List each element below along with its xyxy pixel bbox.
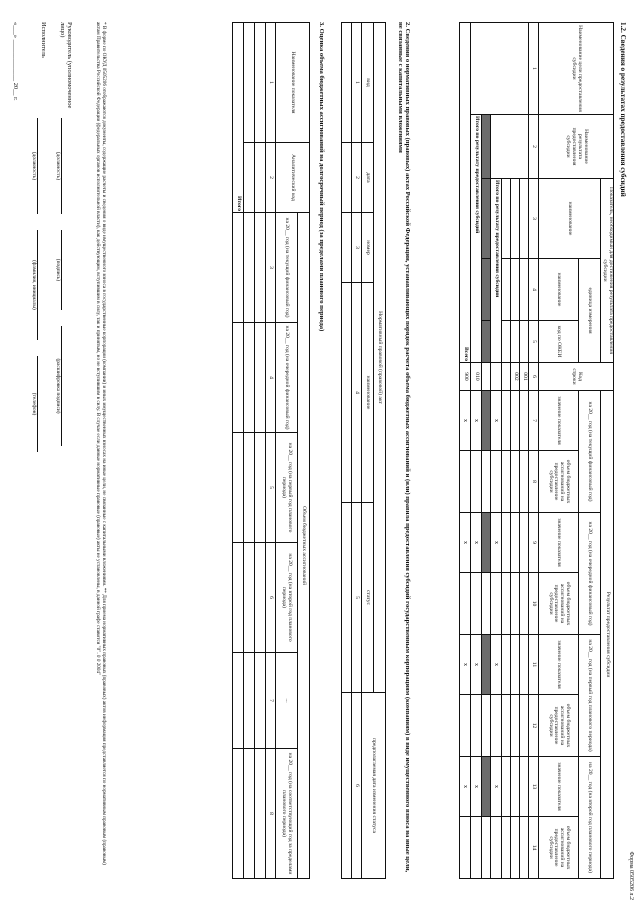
col-num: 14 — [529, 817, 539, 879]
cell[interactable] — [520, 391, 529, 451]
th-period-3: на 20__ год (на первый год планового периода) — [276, 433, 298, 543]
col-num: 6 — [266, 543, 276, 653]
cell[interactable] — [502, 513, 511, 573]
executor-position-line[interactable] — [37, 118, 38, 214]
executor-position-caption: (должность) — [31, 151, 37, 181]
th-budget-3: объем бюджетных ассигнований на предоставление субсидии — [539, 695, 579, 757]
cell[interactable] — [520, 321, 529, 363]
shaded-cell — [482, 391, 491, 451]
th-unit-okei: код по ОКЕИ — [539, 321, 579, 363]
cell[interactable] — [511, 817, 520, 879]
total-label: Итого — [233, 23, 244, 213]
long-term-estimate-table — [232, 22, 310, 879]
cell[interactable] — [511, 451, 520, 513]
total-row — [233, 23, 244, 879]
col-num: 4 — [529, 259, 539, 321]
th-status: статус — [362, 503, 374, 693]
col-num: 7 — [529, 391, 539, 451]
head-decoding-caption: (расшифровка подписи) — [55, 358, 61, 414]
date-line[interactable]: «___» _____________ 20__ г. — [12, 22, 19, 101]
cell[interactable] — [244, 653, 255, 749]
cell[interactable] — [520, 635, 529, 695]
cell[interactable] — [342, 143, 352, 213]
th-budget-1: объем бюджетных ассигнований на предоставление субсидии — [539, 451, 579, 513]
x-mark: x — [491, 391, 502, 451]
cell[interactable] — [342, 283, 352, 503]
col-num: 8 — [529, 451, 539, 513]
th-period-4: на 20__ год (на второй год планового периода) — [276, 543, 298, 653]
cell[interactable] — [244, 749, 255, 879]
x-mark: x — [491, 757, 502, 817]
cell[interactable] — [482, 695, 491, 757]
th-period-1: на 20__ год (на текущий финансовый год) — [276, 213, 298, 323]
cell[interactable] — [502, 179, 511, 259]
cell[interactable] — [255, 323, 266, 433]
th-indicator-group: Показатель, необходимый для достижения результата предоставления субсидии — [601, 179, 614, 363]
th-budget-group: Объем бюджетных ассигнований — [298, 213, 310, 879]
cell[interactable] — [520, 757, 529, 817]
th-period-2: на 20__ год (на очередной финансовый год) — [276, 323, 298, 433]
cell[interactable] — [502, 451, 511, 513]
shaded-cell — [482, 757, 491, 817]
th-kind: вид — [362, 23, 374, 143]
row-code: 001 — [520, 363, 529, 391]
cell[interactable] — [502, 635, 511, 695]
col-num: 7 — [266, 653, 276, 749]
th-value-3: значение показателя — [539, 635, 579, 695]
th-unit-name: наименование — [539, 259, 579, 321]
col-num: 12 — [529, 695, 539, 757]
x-mark: x — [471, 513, 482, 573]
cell[interactable] — [491, 817, 502, 879]
th-period-4: на 20__ год (на второй год планового периода) — [579, 757, 601, 879]
cell[interactable] — [520, 259, 529, 321]
cell — [482, 363, 491, 391]
x-mark: x — [471, 391, 482, 451]
cell[interactable] — [233, 653, 244, 749]
th-date: дата — [362, 143, 374, 213]
section-1-2-title: 1.2. Сведения о результатах предоставления субсидий — [619, 22, 627, 197]
result-cell[interactable] — [491, 115, 529, 179]
x-mark: x — [471, 757, 482, 817]
shaded-cell — [482, 115, 491, 179]
form-code: Форма 0505206 л.2 — [628, 851, 634, 900]
cell[interactable] — [502, 817, 511, 879]
cell[interactable] — [511, 179, 520, 259]
col-num: 1 — [529, 23, 539, 115]
x-mark: x — [471, 635, 482, 695]
goal-total-row — [471, 23, 482, 879]
cell[interactable] — [471, 451, 482, 513]
table-row — [482, 23, 491, 879]
executor-phone-line[interactable] — [37, 356, 38, 452]
goal-cell[interactable] — [471, 23, 529, 115]
footnotes: * В форме по ОКУД 0505206 отображаются документы, содержащие расчеты и сведения о виде имущественного взноса в государственные корпорации (компании) и иных имущественных взносах на иные цели, не связанные с капитальными вложениями. ** Для приема нормативных правовых (правовых) актов информация представляется по нормативным правовым (правовым) актам Правительства Российской Федерации (федеральных органов исполнительной власти), как действующим, вступившим в силу, так и принятым, но не вступившим в силу. В случае если данные нормативные правовые (правовые) акты не установлены, в данной графе ставится "0". 0 0 2004" — [95, 22, 107, 865]
th-budget-4: объем бюджетных ассигнований на предоставление субсидии — [539, 817, 579, 879]
section-3-title: 3. Оценка объема бюджетных ассигнований на долгосрочный период (за пределами планового периода) — [318, 22, 325, 332]
col-num: 1 — [352, 23, 362, 143]
x-mark: x — [460, 757, 471, 817]
cell[interactable] — [460, 573, 471, 635]
executor-name-caption: (фамилия, инициалы) — [31, 260, 37, 310]
th-change-date: предполагаемая дата изменения статуса — [362, 693, 386, 879]
cell[interactable] — [520, 451, 529, 513]
section-2-title: 2. Сведения о нормативных правовых (правовых) актах Российской Федерации, устанавливающих порядок расчета объема бюджетных ассигнований и (или) правила предоставления субсидий государственным корпорациям (компаниям) в виде имущественного взноса на иные цели, не связанные с капитальными вложениями — [397, 22, 411, 873]
x-mark: x — [460, 513, 471, 573]
col-num: 2 — [529, 115, 539, 179]
shaded-cell — [482, 259, 491, 321]
th-act-group: Нормативный правовой (правовой) акт — [374, 23, 386, 693]
col-num: 1 — [266, 23, 276, 143]
col-num: 5 — [529, 321, 539, 363]
cell[interactable] — [233, 543, 244, 653]
th-goal-name: Наименование цели предоставления субсидии — [539, 23, 614, 115]
cell[interactable] — [511, 695, 520, 757]
th-number: номер — [362, 213, 374, 283]
cell[interactable] — [255, 653, 266, 749]
result-total-label: Итого по результату предоставления субсидии — [491, 179, 502, 363]
th-unit-group: единица измерения — [579, 259, 601, 363]
cell — [491, 363, 502, 391]
cell[interactable] — [520, 817, 529, 879]
cell[interactable] — [342, 213, 352, 283]
th-period-ellipsis: ... — [276, 653, 298, 749]
x-mark: x — [491, 513, 502, 573]
cell[interactable] — [255, 23, 266, 143]
cell[interactable] — [511, 259, 520, 321]
x-mark: x — [491, 635, 502, 695]
th-value-1: значение показателя — [539, 391, 579, 451]
grand-total-row — [460, 23, 471, 879]
cell[interactable] — [244, 23, 255, 143]
cell[interactable] — [255, 213, 266, 323]
cell[interactable] — [502, 695, 511, 757]
table-row — [520, 23, 529, 879]
cell[interactable] — [520, 513, 529, 573]
cell[interactable] — [471, 817, 482, 879]
cell[interactable] — [342, 23, 352, 143]
cell[interactable] — [255, 433, 266, 543]
x-mark: x — [460, 391, 471, 451]
cell[interactable] — [471, 695, 482, 757]
head-signature-line[interactable] — [61, 230, 62, 310]
cell[interactable] — [342, 503, 352, 693]
cell[interactable] — [491, 451, 502, 513]
th-period-beyond: на 20__ год (на соответствующий год за пределами планового периода) — [276, 749, 298, 879]
col-num: 11 — [529, 635, 539, 695]
executor-label: Исполнитель — [40, 22, 47, 58]
col-num: 6 — [352, 693, 362, 879]
cell[interactable] — [502, 391, 511, 451]
th-budget-2: объем бюджетных ассигнований на предоставление субсидии — [539, 573, 579, 635]
cell[interactable] — [491, 695, 502, 757]
cell[interactable] — [244, 143, 255, 213]
cell[interactable] — [342, 693, 352, 879]
cell[interactable] — [233, 433, 244, 543]
shaded-cell — [482, 321, 491, 363]
th-value-4: значение показателя — [539, 757, 579, 817]
cell[interactable] — [520, 573, 529, 635]
col-num: 6 — [529, 363, 539, 391]
cell[interactable] — [511, 573, 520, 635]
cell[interactable] — [511, 635, 520, 695]
table-row — [342, 23, 352, 879]
x-mark: x — [460, 635, 471, 695]
table-row — [255, 23, 266, 879]
cell[interactable] — [511, 513, 520, 573]
cell[interactable] — [520, 179, 529, 259]
col-num: 4 — [352, 283, 362, 503]
col-num: 3 — [529, 179, 539, 259]
executor-phone-caption: (телефон) — [31, 392, 37, 416]
grand-total-label: Всего — [460, 23, 471, 363]
head-position-caption: (должность) — [55, 151, 61, 181]
table-row — [244, 23, 255, 879]
col-num: 13 — [529, 757, 539, 817]
col-num: 4 — [266, 323, 276, 433]
cell[interactable] — [471, 573, 482, 635]
goal-total-code: 010 — [471, 363, 482, 391]
cell[interactable] — [502, 573, 511, 635]
col-num: 3 — [266, 213, 276, 323]
shaded-cell — [482, 635, 491, 695]
col-num: 2 — [352, 143, 362, 213]
cell[interactable] — [511, 391, 520, 451]
cell[interactable] — [460, 451, 471, 513]
th-indicator-name: Наименование показателя — [276, 23, 310, 143]
cell[interactable] — [491, 573, 502, 635]
col-num: 10 — [529, 573, 539, 635]
col-num: 9 — [529, 513, 539, 573]
col-num: 3 — [352, 213, 362, 283]
cell[interactable] — [233, 213, 244, 323]
cell[interactable] — [511, 321, 520, 363]
col-num: 2 — [266, 143, 276, 213]
executor-name-line[interactable] — [37, 230, 38, 340]
cell[interactable] — [460, 817, 471, 879]
regulatory-acts-table — [341, 22, 386, 879]
goal-total-label: Итого по результату предоставления субсидий — [471, 115, 482, 363]
cell[interactable] — [482, 573, 491, 635]
th-measure: наименование — [539, 179, 601, 259]
results-table — [459, 22, 614, 879]
col-num: 5 — [266, 433, 276, 543]
cell[interactable] — [520, 695, 529, 757]
row-code: 002 — [511, 363, 520, 391]
cell[interactable] — [502, 363, 511, 391]
cell[interactable] — [244, 323, 255, 433]
th-results-group: Результат предоставления субсидии — [601, 391, 614, 879]
cell[interactable] — [244, 433, 255, 543]
th-line-code: Код строки — [539, 363, 614, 391]
cell[interactable] — [511, 757, 520, 817]
cell[interactable] — [244, 543, 255, 653]
column-number-row — [266, 23, 276, 879]
cell[interactable] — [244, 213, 255, 323]
cell[interactable] — [233, 323, 244, 433]
cell[interactable] — [233, 749, 244, 879]
th-period-2: на 20__ год (на очередной финансовый год) — [579, 513, 601, 635]
column-number-row — [529, 23, 539, 879]
head-decoding-line[interactable] — [61, 326, 62, 446]
th-act-name: наименование — [362, 283, 374, 503]
cell[interactable] — [255, 143, 266, 213]
th-period-1: на 20__ год (на текущий финансовый год) — [579, 391, 601, 513]
cell[interactable] — [502, 259, 511, 321]
col-num: 5 — [352, 503, 362, 693]
th-analytic-code: Аналитический код — [276, 143, 310, 213]
cell[interactable] — [502, 321, 511, 363]
shaded-cell — [482, 179, 491, 259]
cell[interactable] — [255, 749, 266, 879]
cell[interactable] — [255, 543, 266, 653]
cell[interactable] — [502, 757, 511, 817]
cell[interactable] — [482, 451, 491, 513]
head-position-line[interactable] — [61, 118, 62, 214]
column-number-row — [352, 23, 362, 879]
cell[interactable] — [460, 695, 471, 757]
th-period-3: на 20__ год (на первый год планового периода) — [579, 635, 601, 757]
shaded-cell — [482, 513, 491, 573]
th-value-2: значение показателя — [539, 513, 579, 573]
head-label: Руководитель (уполномоченное лицо) — [59, 22, 73, 109]
th-result-name: Наименование результата предоставления субсидии — [539, 115, 614, 179]
grand-total-code: 900 — [460, 363, 471, 391]
col-num: 8 — [266, 749, 276, 879]
head-signature-caption: (подпись) — [55, 258, 61, 282]
cell[interactable] — [482, 817, 491, 879]
